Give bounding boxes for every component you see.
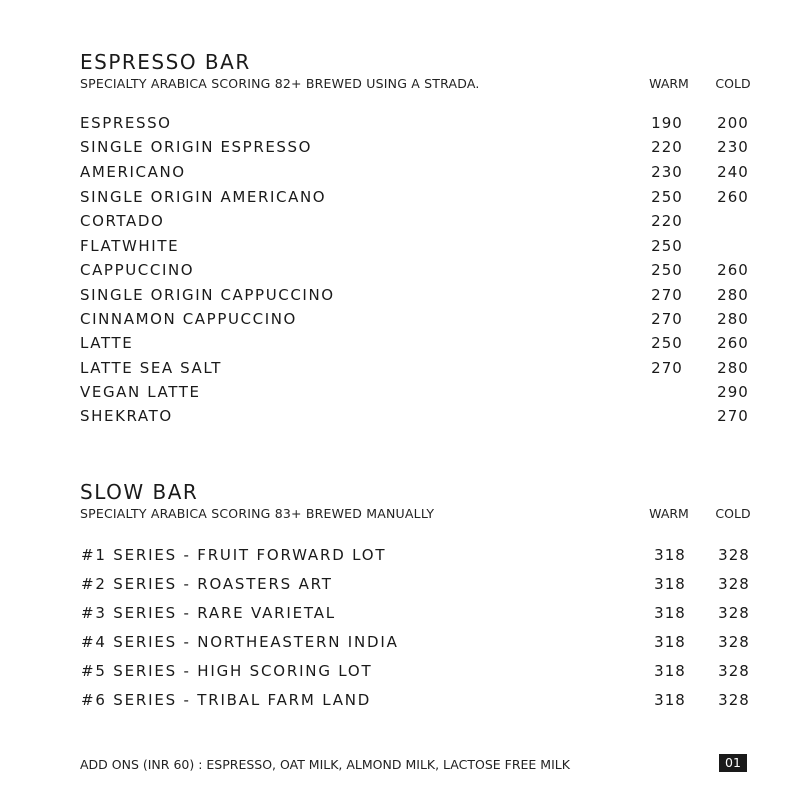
menu-item-row — [0, 334, 796, 356]
item-warm-price: 318 — [654, 662, 686, 680]
item-name: #2 SERIES - ROASTERS ART — [81, 575, 333, 593]
item-cold-price: 260 — [717, 334, 749, 352]
menu-item-row — [0, 212, 796, 234]
item-warm-price: 250 — [651, 261, 683, 279]
item-cold-price: 280 — [717, 359, 749, 377]
espresso-bar-title: ESPRESSO BAR — [80, 50, 251, 74]
slow-bar-subtitle: SPECIALTY ARABICA SCORING 83+ BREWED MANUALLY — [80, 506, 435, 521]
add-ons-note: ADD ONS (INR 60) : ESPRESSO, OAT MILK, ALMOND MILK, LACTOSE FREE MILK — [80, 757, 570, 772]
menu-item-row — [0, 310, 796, 332]
item-cold-price: 280 — [717, 286, 749, 304]
item-warm-price: 318 — [654, 633, 686, 651]
item-name: LATTE SEA SALT — [80, 359, 223, 377]
item-warm-price: 250 — [651, 237, 683, 255]
item-warm-price: 318 — [654, 575, 686, 593]
item-warm-price: 270 — [651, 286, 683, 304]
menu-item-row — [0, 188, 796, 210]
menu-item-row — [0, 237, 796, 259]
item-name: SINGLE ORIGIN ESPRESSO — [80, 138, 313, 156]
item-cold-price: 328 — [718, 633, 750, 651]
warm-column-header: WARM — [649, 506, 689, 521]
item-cold-price: 200 — [717, 114, 749, 132]
item-warm-price: 230 — [651, 163, 683, 181]
item-name: SINGLE ORIGIN AMERICANO — [80, 188, 327, 206]
item-name: #3 SERIES - RARE VARIETAL — [81, 604, 336, 622]
item-warm-price: 220 — [651, 138, 683, 156]
item-cold-price: 280 — [717, 310, 749, 328]
item-name: VEGAN LATTE — [80, 383, 201, 401]
item-cold-price: 328 — [718, 546, 750, 564]
item-warm-price: 190 — [651, 114, 683, 132]
item-cold-price: 328 — [718, 575, 750, 593]
menu-item-row — [0, 633, 796, 655]
menu-item-row — [0, 261, 796, 283]
warm-column-header: WARM — [649, 76, 689, 91]
item-cold-price: 240 — [717, 163, 749, 181]
cold-column-header: COLD — [715, 76, 751, 91]
item-warm-price: 270 — [651, 310, 683, 328]
item-warm-price: 318 — [654, 546, 686, 564]
menu-item-row — [0, 359, 796, 381]
menu-item-row — [0, 407, 796, 429]
item-name: #1 SERIES - FRUIT FORWARD LOT — [81, 546, 387, 564]
menu-item-row — [0, 691, 796, 713]
item-cold-price: 290 — [717, 383, 749, 401]
menu-item-row — [0, 546, 796, 568]
item-cold-price: 260 — [717, 188, 749, 206]
item-warm-price: 318 — [654, 691, 686, 709]
item-cold-price: 260 — [717, 261, 749, 279]
slow-bar-title: SLOW BAR — [80, 480, 199, 504]
menu-item-row — [0, 575, 796, 597]
item-name: AMERICANO — [80, 163, 186, 181]
item-name: SINGLE ORIGIN CAPPUCCINO — [80, 286, 335, 304]
menu-item-row — [0, 383, 796, 405]
item-name: CINNAMON CAPPUCCINO — [80, 310, 297, 328]
menu-item-row — [0, 662, 796, 684]
item-cold-price: 328 — [718, 662, 750, 680]
menu-item-row — [0, 286, 796, 308]
item-warm-price: 250 — [651, 188, 683, 206]
item-name: LATTE — [80, 334, 134, 352]
item-warm-price: 270 — [651, 359, 683, 377]
item-name: #5 SERIES - HIGH SCORING LOT — [81, 662, 373, 680]
item-name: SHEKRATO — [80, 407, 173, 425]
item-warm-price: 250 — [651, 334, 683, 352]
item-name: CORTADO — [80, 212, 165, 230]
item-name: #4 SERIES - NORTHEASTERN INDIA — [81, 633, 399, 651]
menu-item-row — [0, 604, 796, 626]
item-warm-price: 220 — [651, 212, 683, 230]
menu-item-row — [0, 114, 796, 136]
item-name: #6 SERIES - TRIBAL FARM LAND — [81, 691, 372, 709]
menu-item-row — [0, 163, 796, 185]
cold-column-header: COLD — [715, 506, 751, 521]
item-warm-price: 318 — [654, 604, 686, 622]
item-name: FLATWHITE — [80, 237, 180, 255]
page-number: 01 — [719, 754, 747, 772]
item-cold-price: 328 — [718, 604, 750, 622]
espresso-bar-subtitle: SPECIALTY ARABICA SCORING 82+ BREWED USING A STRADA. — [80, 76, 480, 91]
item-cold-price: 270 — [717, 407, 749, 425]
item-cold-price: 230 — [717, 138, 749, 156]
item-name: ESPRESSO — [80, 114, 172, 132]
menu-item-row — [0, 138, 796, 160]
item-cold-price: 328 — [718, 691, 750, 709]
item-name: CAPPUCCINO — [80, 261, 195, 279]
